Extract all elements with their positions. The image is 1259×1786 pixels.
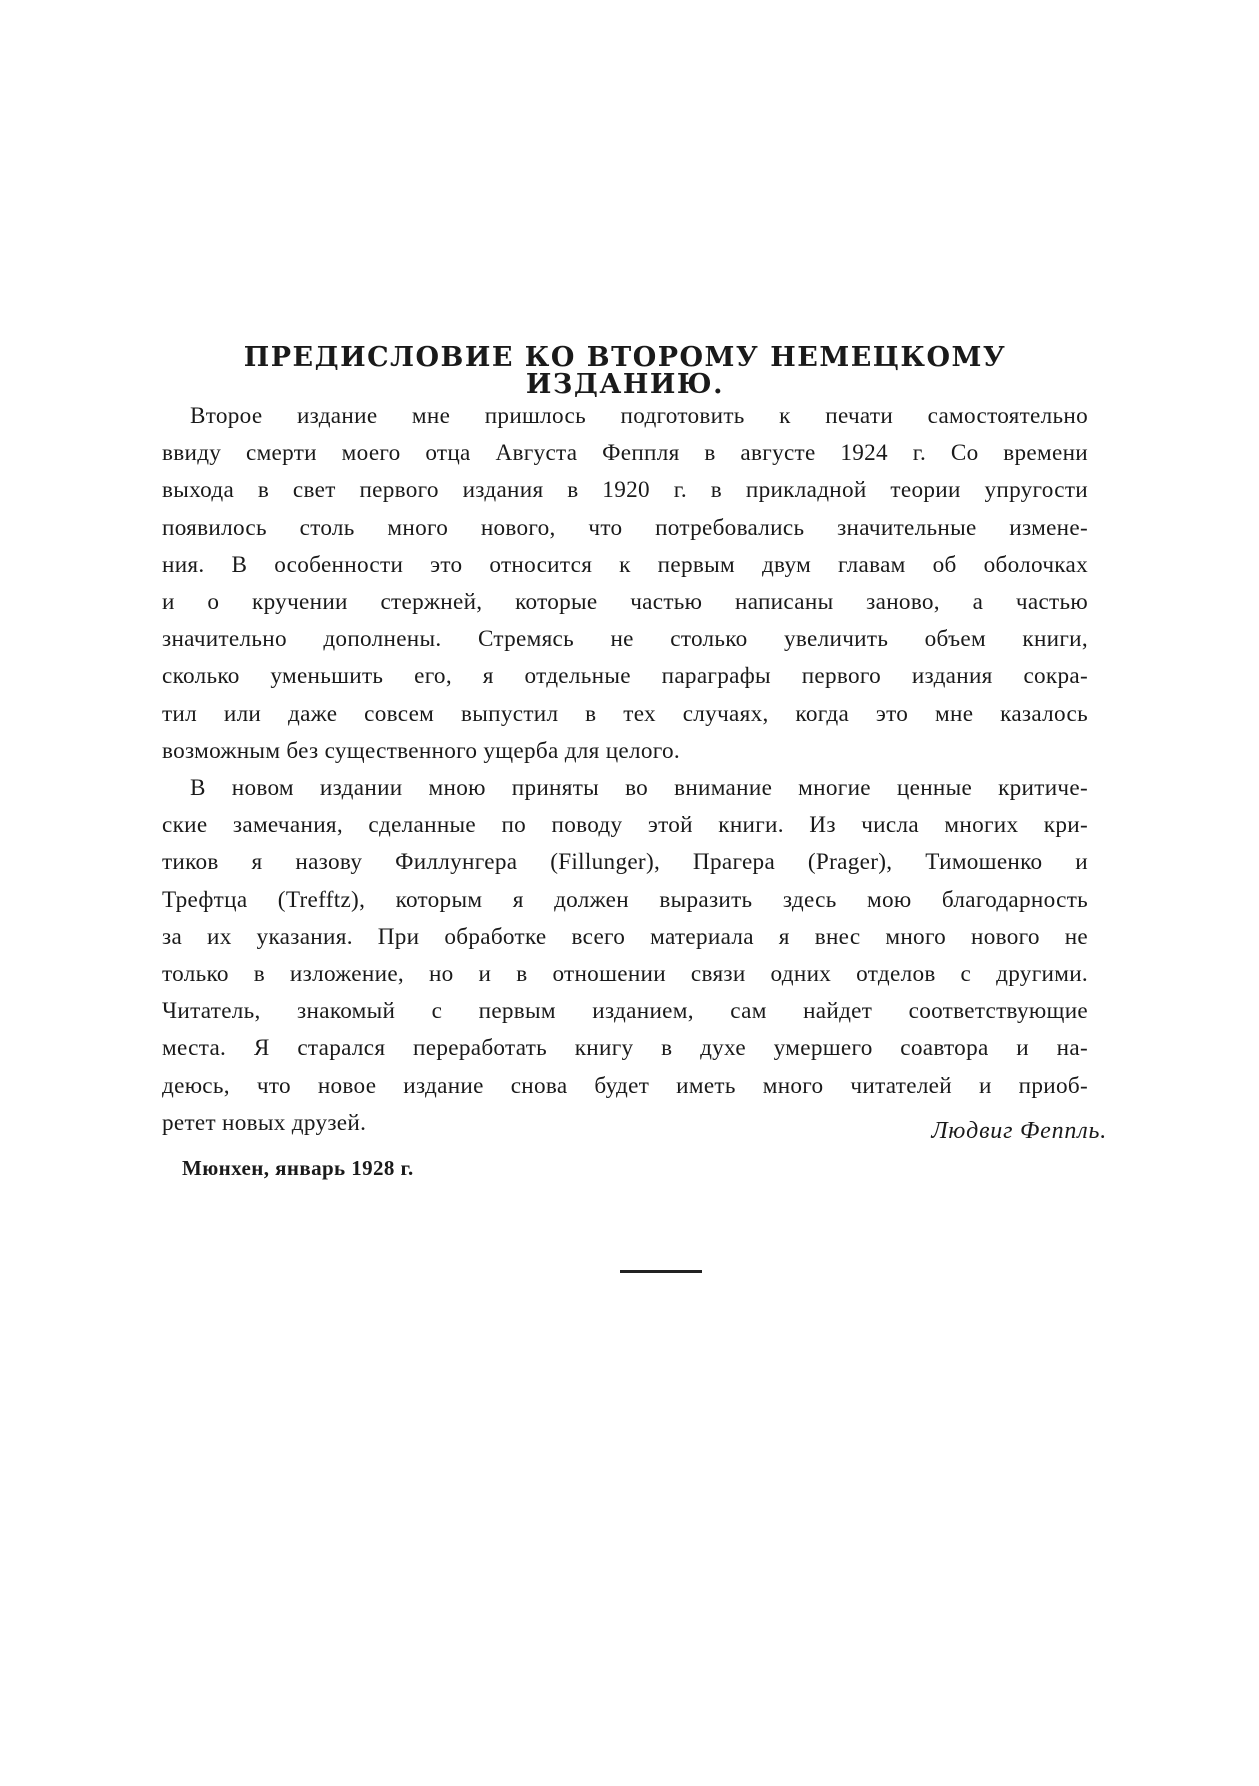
text-line: только в изложение, но и в отношении связи одних отделов с другими. <box>162 961 1088 988</box>
section-end-rule <box>620 1270 702 1273</box>
text-line: деюсь, что новое издание снова будет иметь много читателей и приоб- <box>162 1072 1088 1099</box>
text-line: тил или даже совсем выпустил в тех случаях, когда это мне казалось <box>162 700 1088 727</box>
text-line: появилось столь много нового, что потребовались значительные измене- <box>162 514 1088 541</box>
text-line: сколько уменьшить его, я отдельные параграфы первого издания сокра- <box>162 663 1088 690</box>
text-line: выхода в свет первого издания в 1920 г. в прикладной теории упругости <box>162 477 1088 504</box>
text-line: Читатель, знакомый с первым изданием, сам найдет соответствующие <box>162 998 1088 1025</box>
text-line: ские замечания, сделанные по поводу этой книги. Из числа многих кри- <box>162 812 1088 839</box>
place-and-date: Мюнхен, январь 1928 г. <box>182 1156 414 1180</box>
text-line: значительно дополнены. Стремясь не столько увеличить объем книги, <box>162 626 1088 653</box>
paragraph-2 <box>162 770 1088 1142</box>
text-line: Второе издание мне пришлось подготовить к печати самостоятельно <box>190 403 1088 429</box>
text-line: места. Я старался переработать книгу в духе умершего соавтора и на- <box>162 1035 1088 1062</box>
paragraph-1 <box>162 398 1088 770</box>
text-line: тиков я назову Филлунгера (Fillunger), Прагера (Prager), Тимошенко и <box>162 849 1088 876</box>
text-line: ния. В особенности это относится к первым двум главам об оболочках <box>162 551 1088 578</box>
text-line: Трефтца (Trefftz), которым я должен выразить здесь мою благодарность <box>162 886 1088 913</box>
text-line: возможным без существенного ущерба для целого. <box>162 737 681 764</box>
text-line: за их указания. При обработке всего материала я внес много нового не <box>162 923 1088 950</box>
author-signature: Людвиг Феппль. <box>931 1118 1107 1144</box>
preface-heading: ПРЕДИСЛОВИЕ КО ВТОРОМУ НЕМЕЦКОМУ ИЗДАНИЮ. <box>243 342 1007 400</box>
text-line: ввиду смерти моего отца Августа Феппля в августе 1924 г. Со времени <box>162 440 1088 467</box>
text-line: ретет новых друзей. <box>162 1109 367 1136</box>
text-line: В новом издании мною приняты во внимание многие ценные критиче- <box>190 775 1088 802</box>
preface-body <box>162 398 1088 1142</box>
text-line: и о кручении стержней, которые частью написаны заново, а частью <box>162 589 1088 616</box>
